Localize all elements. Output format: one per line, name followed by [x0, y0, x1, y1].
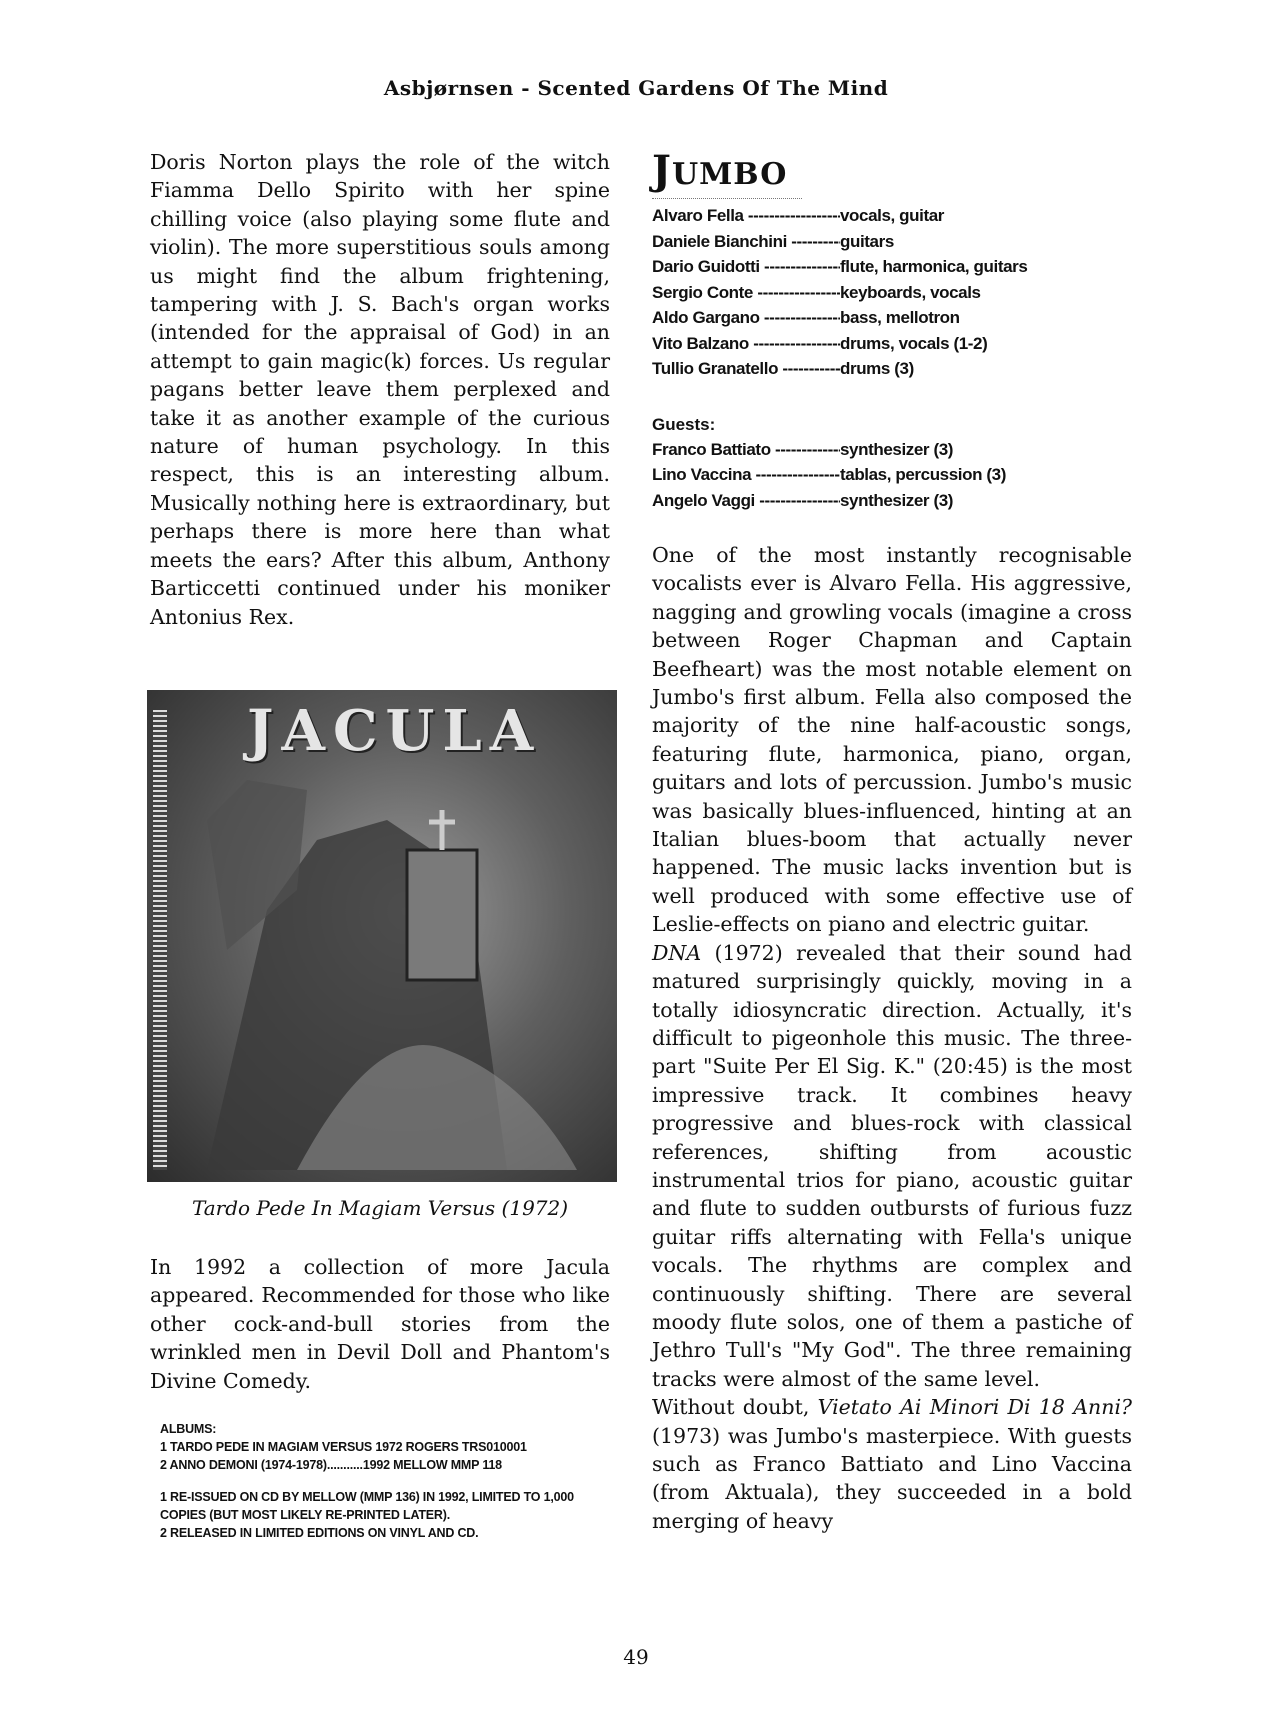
member-name: Tullio Granatello -----: [652, 356, 840, 382]
jumbo-paragraph-1: One of the most instantly recognisable vocalists ever is Alvaro Fella. His aggressive, nagging and growling vocals (imagine a cross between Roger Chapman and Captain Beefheart) was the most notable element on Jumbo's first album. Fella also composed the majority of the nine half-acoustic songs, featuring flute, harmonica, piano, organ, guitars and lots of percussion. Jumbo's music was basically blues-influenced, hinting at an Italian blues-boom that actually never happened. The music lacks invention but is well produced with some effective use of Leslie-effects on piano and electric guitar.: [652, 543, 1132, 937]
guest-row: [652, 462, 1132, 488]
guest-name: Lino Vaccina -----: [652, 462, 840, 488]
album-cover-image: [147, 690, 617, 1182]
lineup-row: [652, 229, 1132, 255]
member-role: guitars: [840, 231, 894, 251]
band-title-initial: J: [652, 147, 672, 194]
lineup-row: [652, 331, 1132, 357]
member-role: bass, mellotron: [840, 308, 960, 327]
member-name: Daniele Bianchini -----: [652, 229, 840, 255]
member-name: Sergio Conte -----: [652, 280, 840, 306]
guest-name: Franco Battiato -----: [652, 437, 840, 463]
jumbo-paragraph-2: [652, 939, 1132, 1394]
member-name: Alvaro Fella -----: [652, 203, 840, 229]
lineup-list: [652, 203, 1132, 382]
member-role: flute, harmonica, guitars: [840, 257, 1028, 276]
guest-role: synthesizer (3): [840, 439, 954, 459]
jacula-intro-paragraph: Doris Norton plays the role of the witch Fiamma Dello Spirito with her spine chilling voice (also playing some flute and violin). The more superstitious souls among us might find the album frightening, tampering with J. S. Bach's organ works (intended for the appraisal of God) in an attempt to gain magic(k) forces. Us regular pagans better leave them perplexed and take it as another example of the curious nature of human psychology. In this respect, this is an interesting album. Musically nothing here is extraordinary, but perhaps there is more here than what meets the ears? After this album, Anthony Barticcetti continued under his moniker Antonius Rex.: [150, 150, 610, 629]
album-note: 1 RE-ISSUED ON CD BY MELLOW (MMP 136) IN 1992, LIMITED TO 1,000 COPIES (BUT MOST LIKELY RE-PRINTED LATER).: [160, 1490, 574, 1522]
right-column: [652, 147, 1132, 1535]
paragraph-3-lead: Without doubt,: [652, 1395, 818, 1420]
band-title-rest: UMBO: [671, 157, 788, 192]
member-name: Aldo Gargano -----: [652, 305, 840, 331]
guest-role: synthesizer (3): [840, 490, 954, 510]
member-name: Dario Guidotti -----: [652, 254, 840, 280]
album-title-vietato: Vietato Ai Minori Di 18 Anni?: [817, 1395, 1132, 1420]
guest-name: Angelo Vaggi -----: [652, 488, 840, 514]
guests-list: [652, 437, 1132, 514]
jumbo-body: [652, 541, 1132, 1535]
lineup-row: [652, 254, 1132, 280]
lineup-row: [652, 203, 1132, 229]
album-entry: 1 TARDO PEDE IN MAGIAM VERSUS 1972 ROGERS TRS010001: [160, 1440, 527, 1454]
album-title-dna: DNA: [652, 940, 702, 965]
guest-row: [652, 437, 1132, 463]
lineup-row: [652, 280, 1132, 306]
guest-role: tablas, percussion (3): [840, 465, 1006, 484]
member-role: drums, vocals (1-2): [840, 333, 988, 353]
member-name: Vito Balzano -----: [652, 331, 840, 357]
page-number: 49: [623, 1645, 649, 1669]
member-role: vocals, guitar: [840, 206, 944, 225]
lineup-row: [652, 305, 1132, 331]
jumbo-paragraph-3: [652, 1393, 1132, 1535]
jacula-collection-paragraph: In 1992 a collection of more Jacula appeared. Recommended for those who like other cock-and-bull stories from the wrinkled men in Devil Doll and Phantom's Divine Comedy.: [150, 1255, 610, 1393]
cover-caption: Tardo Pede In Magiam Versus (1972): [191, 1196, 569, 1220]
paragraph-2-text: (1972) revealed that their sound had matured surprisingly quickly, moving in a totally idiosyncratic direction. Actually, it's difficult to pigeonhole this music. The three-part "Suite Per El Sig. K." (20:45) is the most impressive track. It combines heavy progressive and blues-rock with classical references, shifting from acoustic instrumental trios for piano, acoustic guitar and flute to sudden outbursts of furious fuzz guitar riffs alternating with Fella's unique vocals. The rhythms are complex and continuously shifting. There are several moody flute solos, one of them a pastiche of Jethro Tull's "My God". The three remaining tracks were almost of the same level.: [652, 940, 1132, 1391]
albums-title: ALBUMS:: [160, 1422, 217, 1436]
album-entry: 2 ANNO DEMONI (1974-1978)...........1992 MELLOW MMP 118: [160, 1458, 502, 1472]
guests-title: Guests:: [652, 414, 716, 434]
page-header: Asbjørnsen - Scented Gardens Of The Mind: [383, 76, 889, 100]
member-role: drums (3): [840, 359, 914, 378]
lineup-row: [652, 356, 1132, 382]
cover-logo: JACULA: [247, 698, 542, 764]
member-role: keyboards, vocals: [840, 282, 981, 302]
band-title: [652, 147, 1132, 196]
paragraph-3-text: (1973) was Jumbo's masterpiece. With guests such as Franco Battiato and Lino Vaccina (from Aktuala), they succeeded in a bold merging of heavy: [652, 1423, 1132, 1533]
cover-artwork: [147, 690, 617, 1182]
left-after-paragraph-wrap: [150, 1253, 610, 1395]
album-note: 2 RELEASED IN LIMITED EDITIONS ON VINYL AND CD.: [160, 1526, 479, 1540]
guest-row: [652, 488, 1132, 514]
left-column: [150, 148, 610, 631]
discography: [160, 1420, 620, 1542]
band-title-underline: [652, 196, 802, 199]
